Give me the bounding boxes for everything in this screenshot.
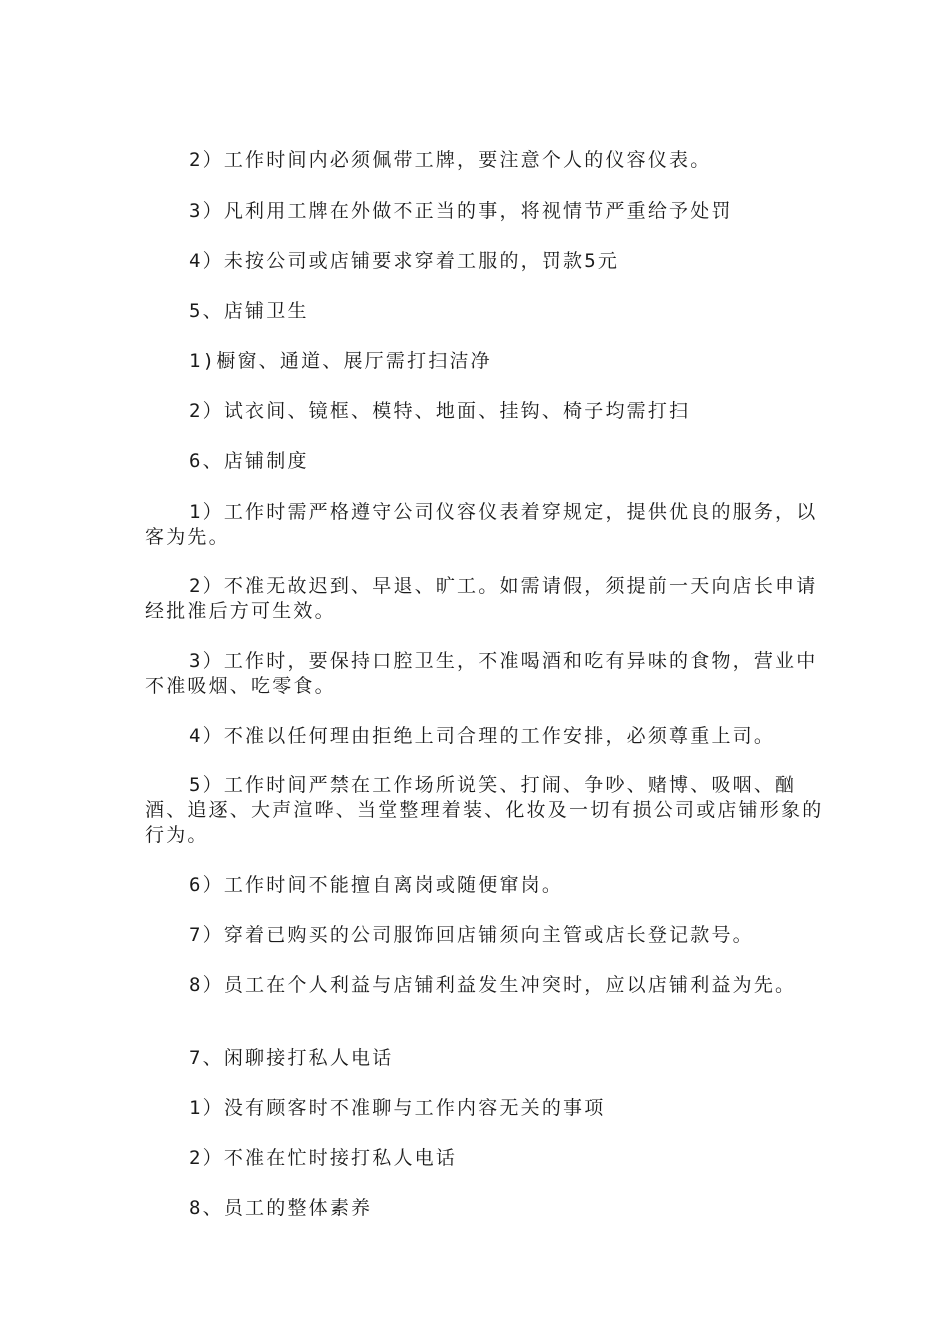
paragraph-work-badge: 2）工作时间内必须佩带工牌，要注意个人的仪容仪表。 (189, 149, 712, 171)
paragraph-hygiene-fitting-room: 2）试衣间、镜框、模特、地面、挂钩、椅子均需打扫 (189, 400, 691, 422)
paragraph-rule-respect-supervisor: 4）不准以任何理由拒绝上司合理的工作安排，必须尊重上司。 (189, 725, 776, 747)
paragraph-rule-leave-post: 6）工作时间不能擅自离岗或随便窜岗。 (189, 874, 564, 896)
paragraph-badge-misuse: 3）凡利用工牌在外做不正当的事，将视情节严重给予处罚 (189, 200, 733, 222)
paragraph-rule-register-clothing: 7）穿着已购买的公司服饰回店铺须向主管或店长登记款号。 (189, 924, 754, 946)
paragraph-rule-appearance: 1）工作时需严格遵守公司仪容仪表着穿规定，提供优良的服务，以客为先。 (145, 501, 818, 548)
paragraph-no-idle-chat: 1）没有顾客时不准聊与工作内容无关的事项 (189, 1097, 606, 1119)
paragraph-rule-store-interest: 8）员工在个人利益与店铺利益发生冲突时，应以店铺利益为先。 (189, 974, 797, 996)
section-heading-staff-quality: 8、员工的整体素养 (189, 1197, 373, 1219)
paragraph-rule-attendance: 2）不准无故迟到、早退、旷工。如需请假，须提前一天向店长申请经批准后方可生效。 (145, 575, 818, 622)
paragraph-hygiene-window: 1)橱窗、通道、展厅需打扫洁净 (189, 350, 492, 372)
section-heading-store-rules: 6、店铺制度 (189, 450, 309, 472)
section-heading-store-hygiene: 5、店铺卫生 (189, 300, 309, 322)
paragraph-uniform-fine: 4）未按公司或店铺要求穿着工服的，罚款5元 (189, 250, 620, 272)
section-heading-private-calls: 7、闲聊接打私人电话 (189, 1047, 394, 1069)
paragraph-rule-oral-hygiene: 3）工作时，要保持口腔卫生，不准喝酒和吃有异味的食物，营业中不准吸烟、吃零食。 (145, 650, 818, 697)
paragraph-no-private-calls: 2）不准在忙时接打私人电话 (189, 1147, 458, 1169)
paragraph-rule-conduct: 5）工作时间严禁在工作场所说笑、打闹、争吵、赌博、吸咽、酗酒、追逐、大声渲哗、当堂整理着装、化妆及一切有损公司或店铺形象的行为。 (145, 774, 824, 846)
